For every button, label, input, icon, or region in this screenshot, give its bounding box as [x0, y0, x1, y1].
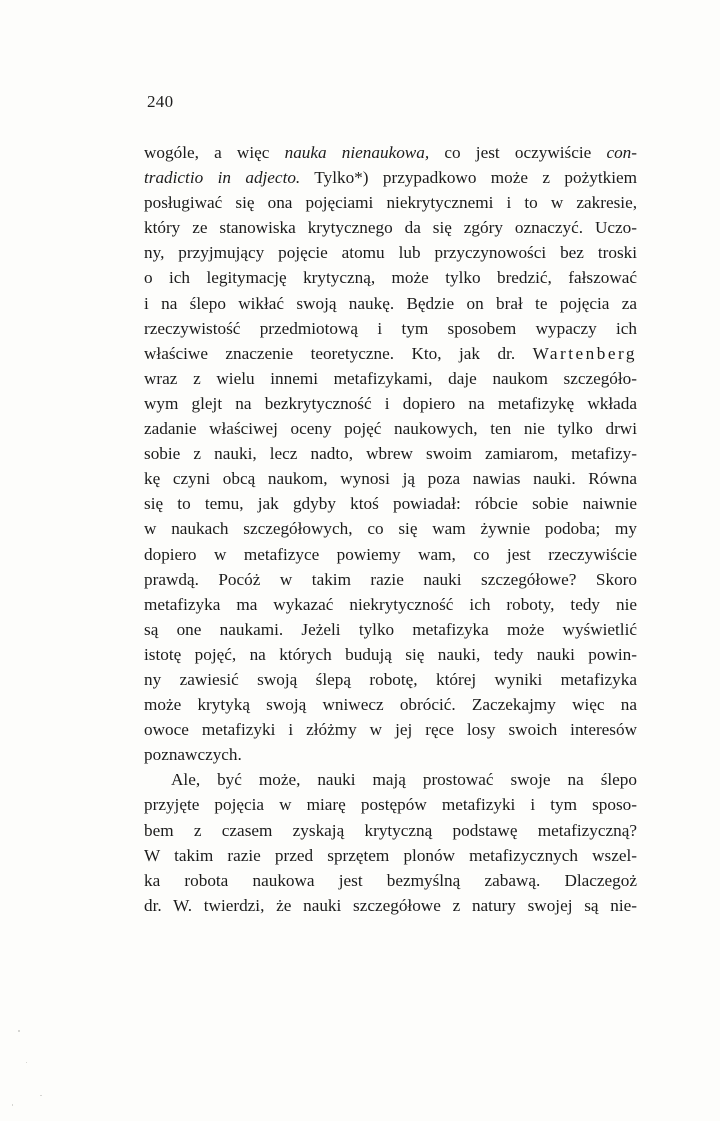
text-line: ny, przyjmujący pojęcie atomu lub przyczynowości bez troski [144, 243, 637, 263]
text-line: o ich legitymację krytyczną, może tylko bredzić, fałszować [144, 268, 637, 288]
text-line: owoce metafizyki i złóżmy w jej ręce losy swoich interesów [144, 720, 637, 740]
text-line: prawdą. Pocóż w takim razie nauki szczegółowe? Skoro [144, 569, 637, 589]
text-line: przyjęte pojęcia w miarę postępów metafizyki i tym sposo- [144, 795, 637, 815]
text-line: właściwe znaczenie teoretyczne. Kto, jak dr. Wartenberg [144, 343, 637, 363]
text-line: poznawczych. [144, 745, 242, 765]
text-line: dr. W. twierdzi, że nauki szczegółowe z natury swojej są nie- [144, 895, 637, 915]
text-line: sobie z nauki, lecz nadto, wbrew swoim zamiarom, metafizy- [144, 444, 637, 464]
text-line: wym glejt na bezkrytyczność i dopiero na metafizykę wkłada [144, 393, 637, 413]
scan-speck [18, 1030, 20, 1032]
scan-speck [40, 1095, 42, 1096]
text-line: bem z czasem zyskają krytyczną podstawę metafizyczną? [144, 820, 637, 840]
text-line: Ale, być może, nauki mają prostować swoje na ślepo [171, 770, 637, 790]
body-text [144, 140, 637, 918]
text-line: w naukach szczegółowych, co się wam żywnie podoba; my [144, 519, 637, 539]
text-line: który ze stanowiska krytycznego da się zgóry oznaczyć. Uczo- [144, 218, 637, 238]
spaced-name: Wartenberg [532, 343, 637, 363]
emphasis: nauka nienaukowa, [284, 143, 430, 162]
emphasis: tradictio in adjecto. [144, 168, 301, 188]
text-line: metafizyka ma wykazać niekrytyczność ich roboty, tedy nie [144, 594, 637, 614]
text-line: tradictio in adjecto. Tylko*) przypadkowo może z pożytkiem [144, 168, 637, 188]
emphasis: con- [606, 143, 637, 162]
text-line: są one naukami. Jeżeli tylko metafizyka może wyświetlić [144, 619, 637, 639]
text-line: może krytyką swoją wniwecz obrócić. Zaczekajmy więc na [144, 695, 637, 715]
text-line: W takim razie przed sprzętem plonów metafizycznych wszel- [144, 845, 637, 865]
text-line: istotę pojęć, na których budują się nauki, tedy nauki powin- [144, 644, 637, 664]
text-line: kę czyni obcą naukom, wynosi ją poza nawias nauki. Równa [144, 469, 637, 489]
text-line: rzeczywistość przedmiotową i tym sposobem wypaczy ich [144, 318, 637, 338]
scan-speck [26, 1062, 27, 1063]
scan-speck [12, 1104, 13, 1106]
text-line: zadanie właściwej oceny pojęć naukowych, ten nie tylko drwi [144, 419, 637, 439]
text-line: posługiwać się ona pojęciami niekrytycznemi i to w zakresie, [144, 193, 637, 213]
text-line: dopiero w metafizyce powiemy wam, co jest rzeczywiście [144, 544, 637, 564]
text-line: się to temu, jak gdyby ktoś powiadał: róbcie sobie naiwnie [144, 494, 637, 514]
page-number: 240 [147, 92, 174, 111]
text-line: ny zawiesić swoją ślepą robotę, której wyniki metafizyka [144, 669, 637, 689]
text-line: i na ślepo wikłać swoją naukę. Będzie on brał te pojęcia za [144, 293, 637, 313]
text-line: ka robota naukowa jest bezmyślną zabawą. Dlaczegoż [144, 870, 637, 890]
text-line: wogóle, a więc nauka nienaukowa, co jest oczywiście con- [144, 143, 637, 162]
text-line: wraz z wielu innemi metafizykami, daje naukom szczegóło- [144, 368, 637, 388]
